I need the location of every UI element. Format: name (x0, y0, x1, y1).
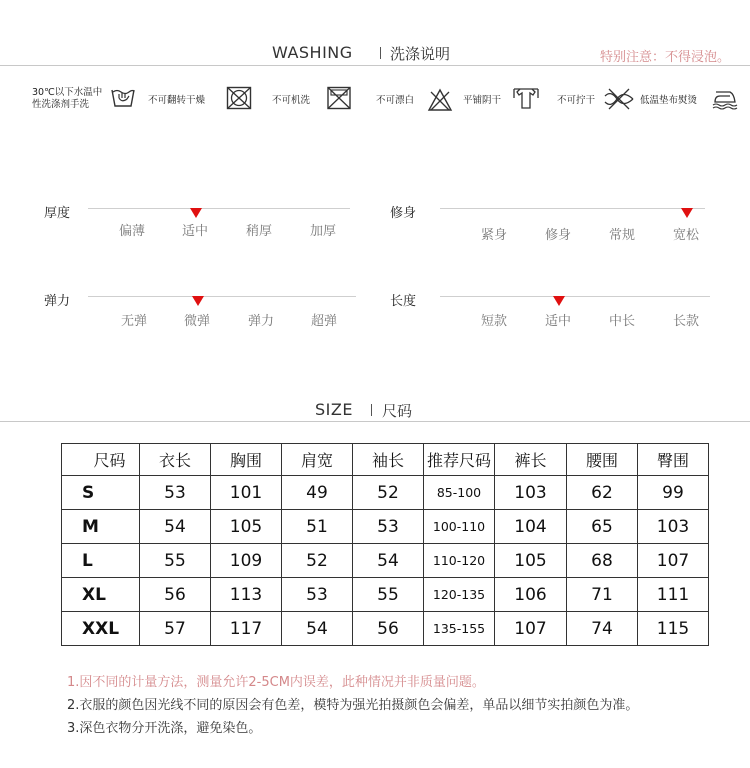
care-low-iron-label: 低温垫布熨烫 (640, 95, 698, 106)
washing-subtitle: 洗涤说明 (390, 45, 451, 63)
table-cell: 51 (282, 510, 353, 544)
table-cell: 107 (495, 612, 567, 646)
attribute-option: 无弹 (121, 314, 148, 329)
table-cell: 54 (140, 510, 211, 544)
care-no-wring-label: 不可拧干 (557, 95, 596, 106)
table-cell: 110-120 (424, 544, 495, 578)
table-header-cell: 裤长 (495, 444, 567, 476)
table-cell: 101 (211, 476, 282, 510)
table-cell: 74 (567, 612, 638, 646)
attribute-option: 弹力 (248, 314, 275, 329)
care-hand-wash-line1: 30℃以下水温中 (32, 87, 103, 98)
table-cell: 85-100 (424, 476, 495, 510)
selected-marker-icon (192, 296, 204, 306)
care-no-machine-wash-label: 不可机洗 (272, 95, 311, 106)
table-cell: 120-135 (424, 578, 495, 612)
size-title-separator (371, 404, 372, 416)
selected-marker-icon (190, 208, 202, 218)
no-machine-wash-icon (326, 86, 352, 110)
table-cell: 105 (211, 510, 282, 544)
no-bleach-icon (427, 88, 453, 112)
attribute-label: 弹力 (44, 294, 71, 309)
note-line: 3.深色衣物分开洗涤，避免染色。 (67, 721, 262, 736)
attribute-label: 长度 (390, 294, 417, 309)
table-cell: 105 (495, 544, 567, 578)
table-cell: 113 (211, 578, 282, 612)
no-wring-icon (603, 87, 635, 111)
table-cell: 55 (140, 544, 211, 578)
no-tumble-dry-icon (226, 86, 252, 110)
hand-wash-icon (110, 84, 136, 108)
size-label-cell: XL (62, 578, 140, 612)
washing-divider (0, 65, 750, 66)
table-cell: 117 (211, 612, 282, 646)
table-header-row (62, 444, 709, 476)
table-cell: 111 (638, 578, 709, 612)
care-no-tumble-dry-label: 不可翻转干燥 (148, 95, 206, 106)
table-cell: 53 (282, 578, 353, 612)
attribute-label: 厚度 (44, 206, 71, 221)
size-label-cell: M (62, 510, 140, 544)
table-row (62, 612, 709, 646)
dry-flat-in-shade-icon (513, 86, 539, 110)
table-cell: 104 (495, 510, 567, 544)
table-cell: 109 (211, 544, 282, 578)
attribute-option: 超弹 (311, 314, 338, 329)
table-cell: 55 (353, 578, 424, 612)
table-cell: 135-155 (424, 612, 495, 646)
table-header-cell: 胸围 (211, 444, 282, 476)
table-cell: 115 (638, 612, 709, 646)
table-row (62, 510, 709, 544)
attribute-option: 短款 (481, 314, 508, 329)
note-line: 2.衣服的颜色因光线不同的原因会有色差，模特为强光拍摄颜色会偏差，单品以细节实拍颜色为准。 (67, 698, 639, 713)
table-cell: 103 (495, 476, 567, 510)
attribute-option: 修身 (545, 228, 572, 243)
attribute-label: 修身 (390, 206, 417, 221)
size-table (61, 443, 709, 646)
selected-marker-icon (681, 208, 693, 218)
size-divider (0, 421, 750, 422)
table-header-cell: 肩宽 (282, 444, 353, 476)
table-cell: 99 (638, 476, 709, 510)
table-cell: 103 (638, 510, 709, 544)
size-label-cell: L (62, 544, 140, 578)
attribute-option: 长款 (673, 314, 700, 329)
table-header-cell: 臀围 (638, 444, 709, 476)
table-row (62, 578, 709, 612)
note-line: 1.因不同的计量方法，测量允许2-5CM内误差，此种情况并非质量问题。 (67, 675, 485, 690)
low-iron-with-cloth-icon (712, 86, 738, 110)
table-cell: 57 (140, 612, 211, 646)
table-cell: 71 (567, 578, 638, 612)
table-header-cell: 推荐尺码 (424, 444, 495, 476)
attribute-scale-line (88, 296, 356, 297)
attribute-option: 适中 (182, 224, 209, 239)
care-hand-wash-line2: 性洗涤剂手洗 (32, 99, 90, 110)
attribute-option: 宽松 (673, 228, 700, 243)
care-dry-flat-label: 平铺阴干 (463, 95, 502, 106)
attribute-scale-line (440, 296, 710, 297)
table-cell: 53 (140, 476, 211, 510)
table-cell: 62 (567, 476, 638, 510)
table-cell: 56 (140, 578, 211, 612)
table-row (62, 476, 709, 510)
table-cell: 52 (282, 544, 353, 578)
table-header-cell: 腰围 (567, 444, 638, 476)
selected-marker-icon (553, 296, 565, 306)
attribute-option: 微弹 (184, 314, 211, 329)
table-header-cell: 尺码 (62, 444, 140, 476)
table-cell: 68 (567, 544, 638, 578)
attribute-option: 适中 (545, 314, 572, 329)
table-cell: 52 (353, 476, 424, 510)
table-cell: 54 (282, 612, 353, 646)
attribute-option: 加厚 (310, 224, 337, 239)
attribute-option: 常规 (609, 228, 636, 243)
table-header-cell: 衣长 (140, 444, 211, 476)
size-subtitle: 尺码 (382, 402, 413, 420)
care-no-bleach-label: 不可漂白 (376, 95, 415, 106)
attribute-option: 紧身 (481, 228, 508, 243)
table-cell: 49 (282, 476, 353, 510)
attribute-scale-line (88, 208, 350, 209)
table-cell: 65 (567, 510, 638, 544)
table-cell: 53 (353, 510, 424, 544)
washing-title: WASHING (272, 43, 353, 62)
care-hand-wash-label (32, 87, 112, 111)
washing-title-separator (380, 47, 381, 59)
table-cell: 100-110 (424, 510, 495, 544)
size-label-cell: S (62, 476, 140, 510)
table-cell: 56 (353, 612, 424, 646)
special-note: 特别注意：不得浸泡。 (600, 50, 731, 65)
table-header-cell: 袖长 (353, 444, 424, 476)
size-title: SIZE (315, 400, 353, 419)
attribute-scale-line (440, 208, 705, 209)
attribute-option: 稍厚 (246, 224, 273, 239)
table-cell: 106 (495, 578, 567, 612)
attribute-option: 中长 (609, 314, 636, 329)
size-label-cell: XXL (62, 612, 140, 646)
table-row (62, 544, 709, 578)
table-cell: 107 (638, 544, 709, 578)
attribute-option: 偏薄 (119, 224, 146, 239)
table-cell: 54 (353, 544, 424, 578)
